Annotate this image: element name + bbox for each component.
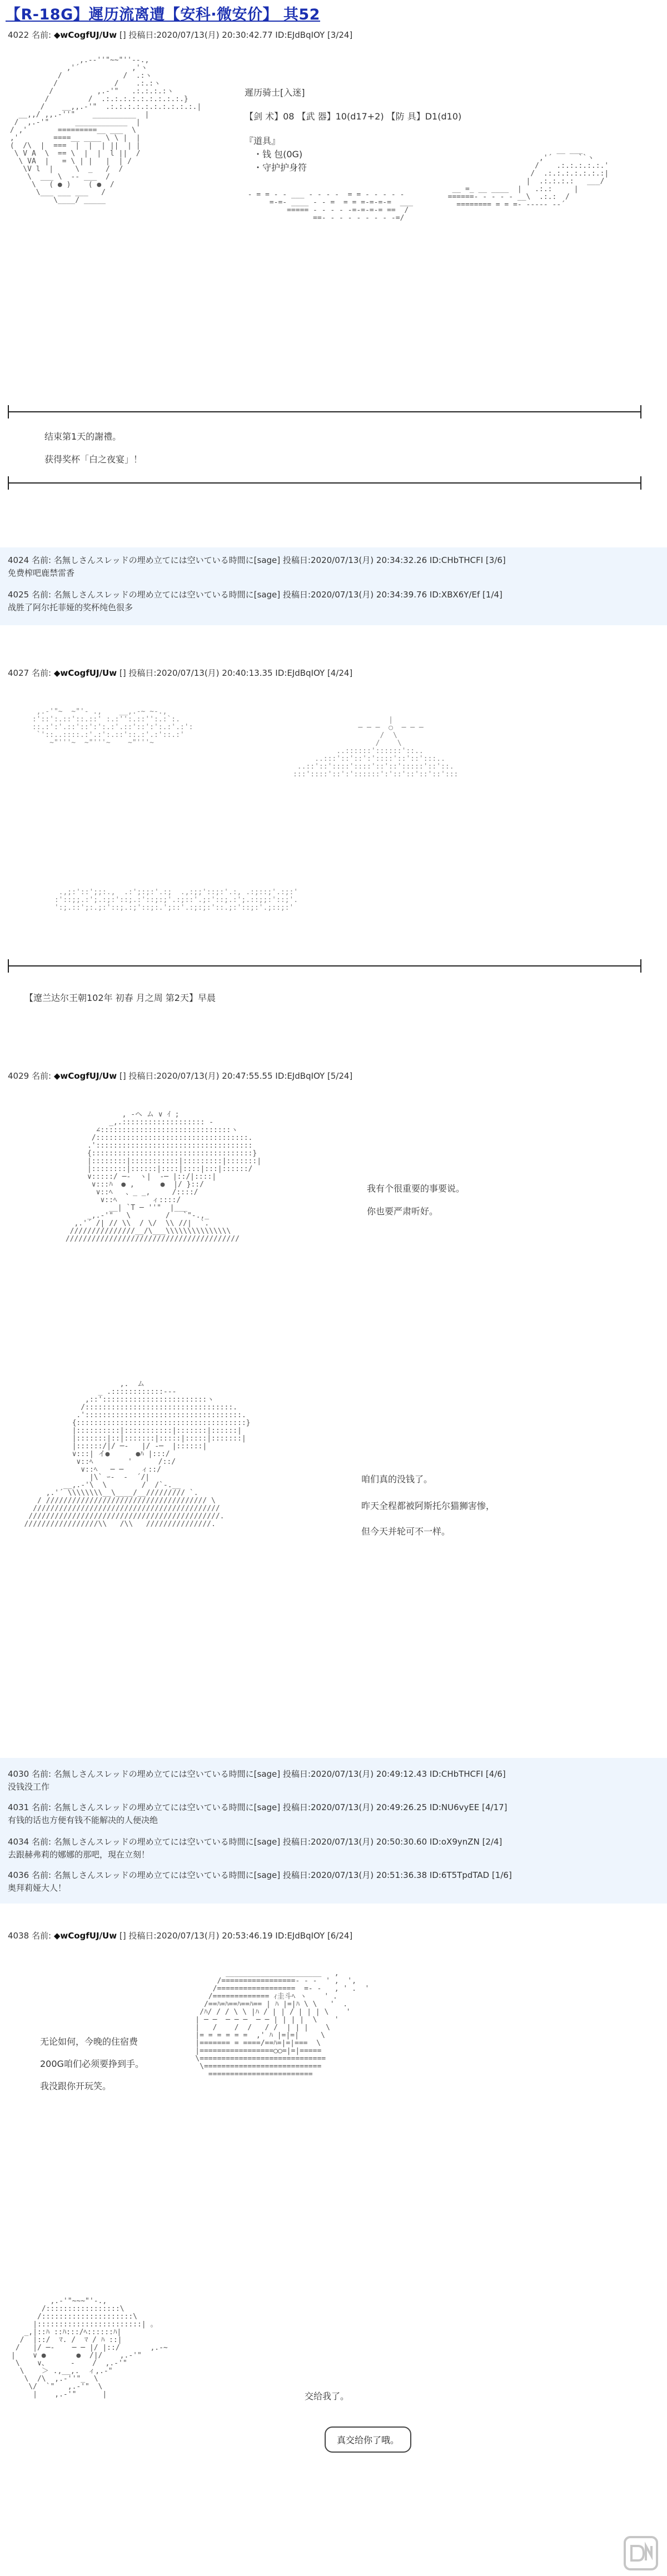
divider-top-left-cap [8, 405, 9, 418]
poster-name: 名無しさんスレッドの埋め立てには空いている時間に[sage] [53, 590, 281, 600]
status-name: 遲历骑士[入迷] [245, 87, 305, 98]
reply-block-1 [0, 547, 667, 625]
ascii-art-character-2: ,. ム _ .::::::::::::-‐- ,::'::::::::::::::::::::::::ヽ /::::::::::::::::::::::::::::::::::. .'::::::::::::::::::::::::::::::::::::. {:::::::::::::::::::::::::::::::::::::::} |::::::::::|:::::::::::|:::::::|::::::| |:::::::|::|:::::::|:::::|:::::|:::::::| |::::::/|/ ─‐ |/ ‐─ |::::::| ∨:::| イ● ●ﾊ |:::/ ∨::ﾍ ' /::/ ∨::ﾍ ─ ─ ィ::/ |\` ｰ- ‐ ´/| __,.-'\ \ / /`-.__ ,.'´ \\\\\\\\__\____/__///////// `. / ///////////////////////////////////// \ /////////////////////////////////////////// ////////////////////////////////////////////. /////////////////\\ /\\ ///////////////. [24, 1380, 251, 1528]
divider-middle-left-cap [8, 959, 9, 973]
ascii-art-town: .,;:'::';;:., .:';:;:'.:; .,:;;'::;:'.:, .:;::;'.:;:' :'::;;.:';.:;:'::;.:'::;:;'.:;::'.;:'::;.:';.::;;:'::;'. ':;.::';:.;:'::;.:;'::;:.';::'.:;:;:'::.;:'::;:'.;::;:' [54, 888, 298, 912]
divider-top-right-cap [640, 405, 641, 418]
post-meta: [] 投稿日:2020/07/13(月) 20:47:55.55 ID:EJdBqIOY [5/24] [119, 1071, 353, 1081]
poster-name: 名無しさんスレッドの埋め立てには空いている時間に[sage] [53, 555, 281, 565]
post-label: 名前: [31, 590, 52, 600]
dialogue-3-line-3: 我没跟你开玩笑。 [40, 2081, 112, 2091]
post-number: 4036 [8, 1870, 29, 1880]
post-number: 4022 [8, 30, 29, 40]
post-header-4038 [8, 1930, 352, 1941]
poster-name: ◆wCogfUJ/Uw [53, 668, 117, 678]
post-header-4030 [8, 1768, 506, 1780]
post-meta: 投稿日:2020/07/13(月) 20:49:12.43 ID:CHbTHCFI [4/6] [282, 1769, 506, 1779]
reply-text-4034: 去跟赫弗莉的娜娜的那吧，現在立刻！ [8, 1850, 150, 1860]
dialogue-2-line-3: 但今天并轮可不一样。 [361, 1526, 451, 1537]
post-number: 4034 [8, 1837, 29, 1847]
post-header-4027 [8, 667, 352, 679]
post-meta: [] 投稿日:2020/07/13(月) 20:30:42.77 ID:EJdBqIOY [3/24] [119, 30, 353, 40]
date-line: 【遼兰达尔王朝102年 初春 月之周 第2天】早晨 [24, 993, 216, 1003]
post-number: 4027 [8, 668, 29, 678]
post-meta: [] 投稿日:2020/07/13(月) 20:53:46.19 ID:EJdBqIOY [6/24] [119, 1931, 353, 1941]
dialogue-3-line-2: 200G咱们必须要挣到手。 [40, 2059, 144, 2069]
ascii-art-character-4: ,.-'"~~~"'-., /:::::::::::::::::\ /:::::::::::::::::::::\ |::::::::::::::::::::::::| ｡ _,|::ﾊ ::ﾊ:::/ﾍ::::::ﾊ| / |::/ ﾏ. / ﾏ / ﾊ ::| / |/ ─‐ ─ ─ |/ |::/ ,.-~ | ∨ ● ● /|/ ,.-'" \ ∨、 ‐ / ,.-'" \ ＞ .,__,. ィ,.-" \ /\ ,.-''"_ \ \/ `" ,.-'" \ | ,.-'" | [11, 2297, 168, 2399]
dialogue-4: 交给我了。 [305, 2391, 350, 2401]
divider-middle [8, 965, 641, 966]
post-header-4031 [8, 1801, 507, 1813]
poster-name: 名無しさんスレッドの埋め立てには空いている時間に[sage] [53, 1837, 281, 1847]
dm5-logo-icon [621, 2534, 660, 2573]
item-wallet: ・钱 包(0G) [253, 149, 303, 160]
dialogue-2-line-2: 昨天全程都被阿斯托尔猫狮害惨， [361, 1501, 495, 1511]
status-stats: 【剑 术】08 【武 器】10(d17+2) 【防 具】D1(d10) [245, 111, 462, 122]
post-label: 名前: [31, 555, 52, 565]
post-header-4034 [8, 1836, 502, 1847]
post-label: 名前: [31, 1931, 52, 1941]
post-label: 名前: [31, 1870, 52, 1880]
post-header-4029 [8, 1070, 352, 1082]
ascii-art-knight-hat: ,.-‐''"~~"''‐-., ,'´ ,'ヽ / / .:ヽ / / .:.:ヽ / ,.-'" .:.:.:.:ヽ / / .:.:.:.:.:.:.:.:.:.} / __,,.-'" .:.:.:.:.:.:.:.:.:.:.| __,,/ ,,.-''" __________ | / ,.-'" ____________ | / ,' =========__ ___ \ ,' ====__ ____ \ \ | | ( /\ | === | | | || | | \ V A \ == \ | | l || / \ VA | = \ | | | | / \V l | \ _ / / \ ___ \ -- ___ / \ ( ● ) ( ● / \___ ___ ___ / \____/ _____ [9, 56, 202, 205]
divider-top [8, 411, 641, 412]
post-number: 4030 [8, 1769, 29, 1779]
poster-name: ◆wCogfUJ/Uw [53, 1931, 117, 1941]
poster-name: ◆wCogfUJ/Uw [53, 30, 117, 40]
post-label: 名前: [31, 30, 52, 40]
reply-text-4031: 有钱的话也方便有钱不能解决的人便决绝 [8, 1815, 158, 1825]
ascii-art-character-3: ______________________ , /=================- - - ' , ', /================== =- - , ' . ' /============= ｨ圭斗ﾍ ヽ ' . /==ﾊ=ﾊ==ﾊ==ﾊ== | ﾊ |=|ﾊ \ \ ' . /ﾊ/ / / \ \ |ﾊ / | | / | | | \ ' | ─ ─ ─ ─ ─ ─ ─ | | | | \ ' | / / / / / | | | \ |= = = = = = ,' ﾊ |=|=| \ |======= = ====/==ﾊ=|=|=== \ |=================○○=|=|===== \============================= \=========================== ======================== [195, 1969, 370, 2079]
poster-name: 名無しさんスレッドの埋め立てには空いている時間に[sage] [53, 1769, 281, 1779]
post-number: 4038 [8, 1931, 29, 1941]
speech-bubble [325, 2426, 411, 2453]
reply-text-4025: 战胜了阿尔托菲娅的奖杯纯色很多 [8, 602, 133, 612]
divider-bottom-right-cap [640, 476, 641, 490]
post-label: 名前: [31, 1071, 52, 1081]
poster-name: 名無しさんスレッドの埋め立てには空いている時間に[sage] [53, 1802, 281, 1812]
post-meta: 投稿日:2020/07/13(月) 20:34:39.76 ID:XBX6Y/Ef [1/4] [282, 590, 502, 600]
result-line-1: 结束第1天的謝禮。 [44, 431, 122, 442]
post-header-4036 [8, 1869, 512, 1881]
reply-text-4036: 奥拜莉娅大人！ [8, 1883, 67, 1893]
dialogue-1-line-1: 我有个很重要的事要说。 [367, 1183, 465, 1194]
post-number: 4025 [8, 590, 29, 600]
post-label: 名前: [31, 1802, 52, 1812]
post-meta: 投稿日:2020/07/13(月) 20:49:26.25 ID:NU6vyEE [4/17] [282, 1802, 507, 1812]
item-amulet: ・守护护身符 [253, 162, 307, 173]
post-number: 4031 [8, 1802, 29, 1812]
post-label: 名前: [31, 1837, 52, 1847]
reply-text-4030: 没钱没工作 [8, 1782, 50, 1792]
divider-bottom [8, 482, 641, 484]
divider-bottom-left-cap [8, 476, 9, 490]
dialogue-2-line-1: 咱们真的没钱了。 [361, 1474, 433, 1484]
post-label: 名前: [31, 1769, 52, 1779]
ascii-art-character-1: , -ヘ ム ∨ ｲ ; _,.::::::::::::::::::: ‐ ∠::::::::::::::::::::::::::::::ヽ /:::::::::::::::::::::::::::::::::::. .':::::::::::::::::::::::::::::::::::: {:::::::::::::::::::::::::::::::::::::} |::::::::|:::::::::::|:::::::::|:::::::| |::::::::|::::::|::::|::::|:::|::::::/ ∨:::::/ ─‐ ヽ| ‐─ |::/|::::| ∨:::ﾊ ● , ● |/ }::/ ∨::ﾍ 、_ _, /::::/ ∨::ﾍ ィ::::/ __| `T ─ ''" |___ _,.-'" \ / `"-.,_ ,.'´ /| // \\ / \/ \\ //| `. ///////////////__/\___\\\\\\\\\\\\\\\ //////////////////////////////////////// [65, 1110, 262, 1243]
post-number: 4024 [8, 555, 29, 565]
post-header-4024 [8, 554, 506, 566]
ascii-art-swirl-tail: - = = - - ___ - - - - = = - - - - - =-=- ____ - - = = = =-=-=-= ___ ===== - - - - -=-=-=-= == / ==- - - - - - - - -=/ [247, 191, 414, 222]
dialogue-5: 真交给你了哦。 [337, 2435, 400, 2445]
post-header-4025 [8, 589, 502, 600]
page-title[interactable]: 【R-18G】遲历流离遭【安科·微安价】 其52 [6, 6, 320, 23]
result-line-2: 获得奖杯「白之夜宴」！ [44, 454, 143, 465]
post-header-4022 [8, 29, 352, 41]
dialogue-3-line-1: 无论如何，今晚的住宿费 [40, 2036, 138, 2047]
ascii-art-sky-left: ,.-'"~ ~"'- ., __,.-~ ~-., :'::':.::'::.::' :.:'':.::'':.:`:. ::.:':'.::'::':':.:'.::'::':':.:'.:': `'::..::::.:'.:':.::'::.:'.:'::.:' ~"'''~ ~"'''~ ~"'''~ [32, 707, 193, 747]
reply-text-4024: 免费榨吧鹿禁雷香 [8, 568, 75, 578]
post-label: 名前: [31, 668, 52, 678]
divider-middle-right-cap [640, 959, 641, 973]
reply-block-2 [0, 1758, 667, 1904]
dialogue-1-line-2: 你也要严肃听好。 [367, 1206, 439, 1217]
poster-name: 名無しさんスレッドの埋め立てには空いている時間に[sage] [53, 1870, 281, 1880]
ascii-art-hook: __ ___ ,'´ ``ヽ / .:.:.:.:.:.' / .:.:.:.:.:.:.:| | .:.:.:.: ___/ __ =_ __ ____ | .:.: | ======- - - - - __\ .:.: / ======== = = =- ----- --´ [447, 146, 609, 209]
poster-name: ◆wCogfUJ/Uw [53, 1071, 117, 1081]
ascii-art-tower: | ─ ─ ─ ○ ─ ─ ─ / \ / \ ..::::::'::::::'::.. ..:::'::'::':'::::'::'::':::.. ..::'::'::::'::::'::'::':::::'::'::. :::'::::'::':'::::::':'::'::'::'::'::: [292, 716, 459, 779]
post-meta: 投稿日:2020/07/13(月) 20:51:36.38 ID:6T5TpdTAD [1/6] [282, 1870, 512, 1880]
post-number: 4029 [8, 1071, 29, 1081]
post-meta: [] 投稿日:2020/07/13(月) 20:40:13.35 ID:EJdBqIOY [4/24] [119, 668, 353, 678]
items-header: 『道具』 [245, 136, 281, 146]
post-meta: 投稿日:2020/07/13(月) 20:50:30.60 ID:oX9ynZN [2/4] [282, 1837, 502, 1847]
post-meta: 投稿日:2020/07/13(月) 20:34:32.26 ID:CHbTHCFI [3/6] [282, 555, 506, 565]
